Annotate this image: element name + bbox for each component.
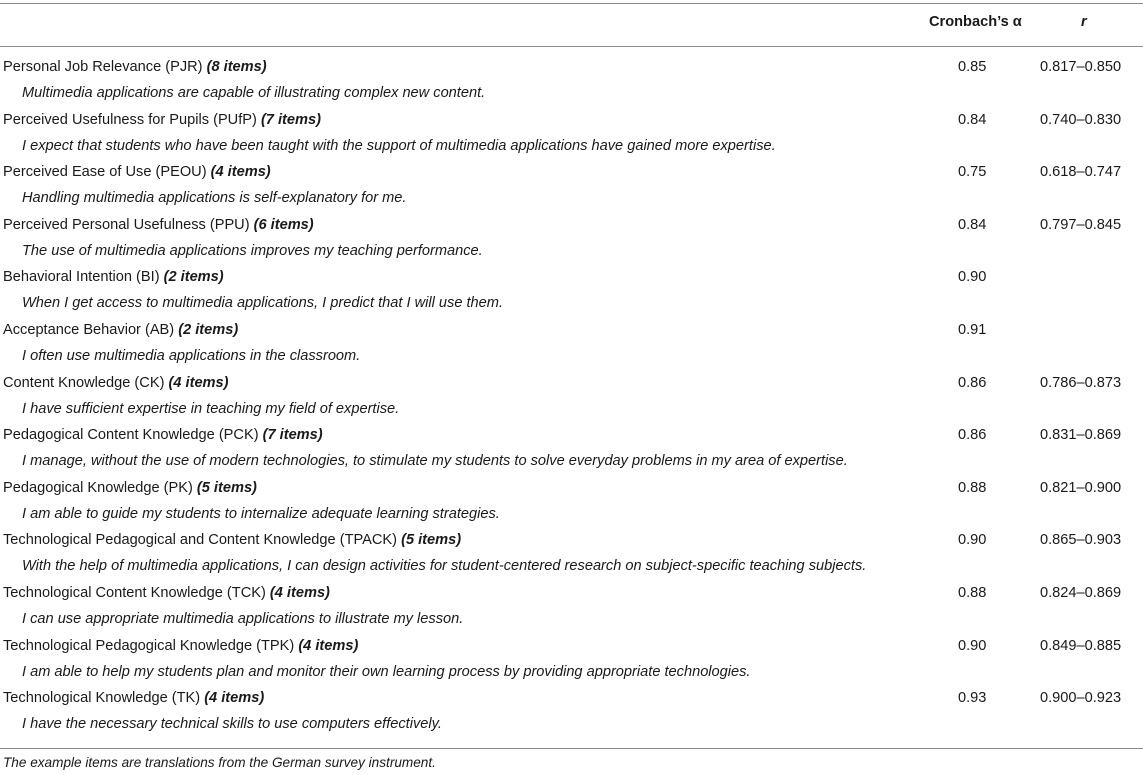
item-count: (2 items) (178, 321, 239, 338)
table-row (0, 263, 1143, 316)
item-count: (8 items) (206, 59, 267, 75)
r-range: 0.740–0.830 (1040, 111, 1122, 128)
construct-name: Perceived Usefulness for Pupils (PUfP) (3, 111, 257, 128)
item-count: (4 items) (210, 164, 271, 181)
example-item: I often use multimedia applications in the classroom. (22, 347, 361, 364)
r-range: 0.824–0.869 (1040, 584, 1122, 601)
r-range: 0.900–0.923 (1040, 690, 1122, 707)
construct-name: Technological Knowledge (TK) (3, 690, 201, 707)
alpha-value: 0.86 (958, 374, 987, 391)
table-row (0, 526, 1143, 579)
example-item: When I get access to multimedia applications, I predict that I will use them. (22, 295, 504, 312)
example-item: I expect that students who have been taught with the support of multimedia applications have gained more expertise. (22, 137, 776, 154)
r-range: 0.849–0.885 (1040, 637, 1122, 654)
item-count: (2 items) (163, 269, 224, 286)
item-count: (4 items) (298, 637, 359, 654)
table-row (0, 684, 1143, 737)
construct-name-cell (3, 636, 358, 656)
alpha-value: 0.91 (958, 321, 987, 338)
table-row (0, 316, 1143, 369)
construct-name: Behavioral Intention (BI) (3, 269, 160, 286)
example-item: Handling multimedia applications is self-explanatory for me. (22, 190, 407, 207)
construct-name-cell (3, 688, 264, 708)
table-header (0, 3, 1143, 46)
table-row (0, 474, 1143, 527)
r-range: 0.865–0.903 (1040, 532, 1122, 549)
alpha-value: 0.93 (958, 690, 987, 707)
item-count: (5 items) (196, 479, 257, 496)
construct-name: Perceived Ease of Use (PEOU) (3, 164, 207, 181)
table-footnote: The example items are translations from the German survey instrument. (3, 755, 436, 770)
construct-name-cell (3, 162, 271, 182)
item-count: (7 items) (262, 427, 323, 444)
construct-name: Pedagogical Content Knowledge (PCK) (3, 427, 259, 444)
example-item: I am able to guide my students to internalize adequate learning strategies. (22, 505, 500, 522)
alpha-value: 0.88 (958, 584, 987, 601)
item-count: (4 items) (168, 374, 229, 391)
example-item: I can use appropriate multimedia applications to illustrate my lesson. (22, 610, 464, 627)
r-range: 0.797–0.845 (1040, 216, 1122, 233)
construct-name-cell (3, 320, 238, 340)
construct-name: Technological Pedagogical and Content Knowledge (TPACK) (3, 532, 398, 549)
r-range: 0.618–0.747 (1040, 164, 1122, 181)
alpha-value: 0.84 (958, 111, 987, 128)
construct-name-cell (3, 57, 267, 77)
header-cronbach-alpha: Cronbach’s α (929, 14, 1022, 30)
construct-name-cell (3, 530, 461, 550)
construct-name-cell (3, 267, 224, 287)
example-item: I have the necessary technical skills to use computers effectively. (22, 716, 442, 733)
alpha-value: 0.90 (958, 637, 987, 654)
r-range: 0.831–0.869 (1040, 427, 1122, 444)
alpha-value: 0.90 (958, 269, 987, 286)
construct-name: Pedagogical Knowledge (PK) (3, 479, 193, 496)
example-item: I have sufficient expertise in teaching my field of expertise. (22, 400, 400, 417)
item-count: (7 items) (260, 111, 321, 128)
table-row (0, 421, 1143, 474)
example-item: I manage, without the use of modern technologies, to stimulate my students to solve everyday problems in my area of expertise. (22, 453, 848, 470)
item-count: (5 items) (401, 532, 462, 549)
construct-name: Technological Pedagogical Knowledge (TPK) (3, 637, 295, 654)
construct-name-cell (3, 425, 323, 445)
construct-name: Acceptance Behavior (AB) (3, 321, 175, 338)
table-row (0, 158, 1143, 211)
table-bottom-rule (0, 748, 1143, 749)
example-item: I am able to help my students plan and monitor their own learning process by providing appropriate technologies. (22, 663, 751, 680)
construct-name: Content Knowledge (CK) (3, 374, 165, 391)
construct-name-cell (3, 110, 321, 130)
r-range: 0.821–0.900 (1040, 479, 1122, 496)
table-body (0, 53, 1143, 737)
table-row (0, 106, 1143, 159)
item-count: (4 items) (204, 690, 265, 707)
table-row (0, 632, 1143, 685)
construct-name: Technological Content Knowledge (TCK) (3, 584, 266, 601)
construct-name-cell (3, 583, 330, 603)
table-row (0, 211, 1143, 264)
construct-name: Personal Job Relevance (PJR) (3, 59, 203, 75)
alpha-value: 0.85 (958, 59, 987, 75)
table-row (0, 369, 1143, 422)
construct-name-cell (3, 215, 314, 235)
item-count: (4 items) (269, 584, 330, 601)
alpha-value: 0.75 (958, 164, 987, 181)
example-item: Multimedia applications are capable of illustrating complex new content. (22, 85, 486, 101)
alpha-value: 0.84 (958, 216, 987, 233)
item-count: (6 items) (253, 216, 314, 233)
r-range: 0.817–0.850 (1040, 59, 1122, 75)
example-item: The use of multimedia applications improves my teaching performance. (22, 242, 483, 259)
header-r: r (1081, 14, 1087, 30)
example-item: With the help of multimedia applications, I can design activities for student-centered research on subject-specific teaching subjects. (22, 558, 867, 575)
header-bottom-rule (0, 46, 1143, 47)
construct-name: Perceived Personal Usefulness (PPU) (3, 216, 250, 233)
construct-name-cell (3, 478, 257, 498)
construct-name-cell (3, 373, 229, 393)
table-row (0, 579, 1143, 632)
table-row (0, 53, 1143, 106)
alpha-value: 0.86 (958, 427, 987, 444)
alpha-value: 0.88 (958, 479, 987, 496)
alpha-value: 0.90 (958, 532, 987, 549)
r-range: 0.786–0.873 (1040, 374, 1122, 391)
